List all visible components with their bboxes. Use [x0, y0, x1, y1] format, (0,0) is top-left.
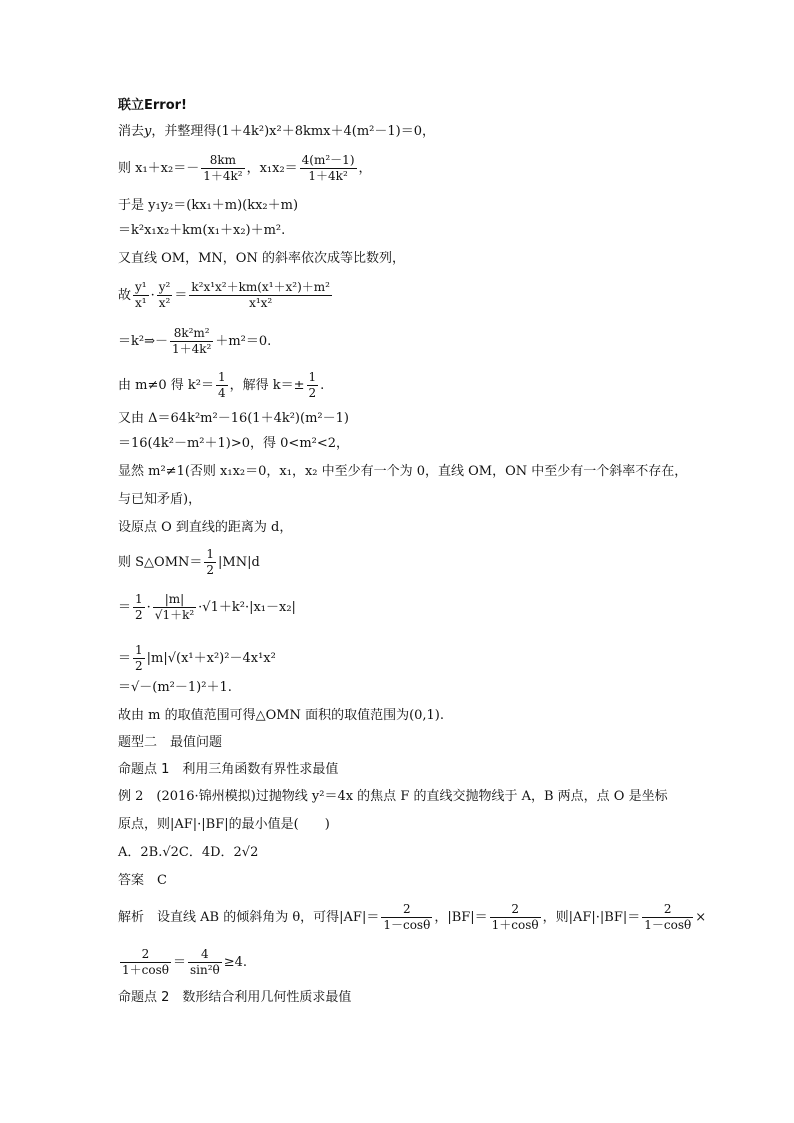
fraction — [381, 902, 432, 933]
text: 于是 y₁y₂＝(kx₁＋m)(kx₂＋m) — [118, 198, 299, 213]
line-m-not-one — [118, 464, 687, 480]
text: . — [320, 378, 325, 393]
numerator: 1 — [135, 592, 143, 606]
denominator: 1＋4k² — [203, 169, 243, 183]
error-text: 联立Error! — [118, 98, 187, 113]
subsection-heading-1 — [118, 762, 338, 778]
fraction — [189, 280, 332, 311]
numerator: 8km — [209, 153, 237, 167]
text: 又直线 OM，MN，ON 的斜率依次成等比数列， — [118, 251, 405, 266]
denominator: x¹ — [133, 295, 149, 311]
numerator: y² — [158, 280, 171, 294]
line-geometric-seq — [118, 251, 405, 267]
solution-line-1 — [118, 902, 706, 933]
text: 由 m≠0 得 k²＝ — [118, 378, 214, 393]
fraction — [133, 280, 149, 311]
denominator: 1＋cosθ — [122, 963, 169, 977]
text: 故 — [118, 288, 132, 303]
line-area-expand — [118, 592, 296, 623]
text: |m|√(x¹＋x²)²－4x¹x² — [146, 651, 276, 666]
fraction — [307, 370, 319, 401]
numerator: y¹ — [135, 280, 147, 294]
text: ，并整理得(1＋4k²)x²＋8kmx＋4(m²－1)＝0， — [151, 124, 435, 139]
numerator: 4 — [201, 947, 209, 961]
denominator: 1－cosθ — [644, 918, 692, 932]
fraction — [216, 370, 228, 401]
denominator: 1＋4k² — [300, 168, 357, 184]
subsection-heading-2 — [118, 990, 351, 1006]
text: 故由 m 的取值范围可得△OMN 面积的取值范围为(0,1). — [118, 708, 445, 723]
numerator: k²x¹x²＋km(x¹＋x²)＋m² — [191, 280, 330, 294]
numerator: 2 — [141, 947, 150, 961]
denominator: √1＋k² — [154, 608, 195, 622]
numerator: 2 — [511, 902, 519, 916]
text: · — [146, 600, 151, 615]
text: ＝ — [174, 288, 188, 303]
line-system-error — [118, 98, 187, 114]
fraction — [300, 153, 357, 184]
line-m-range — [118, 436, 349, 452]
text: 消去 — [118, 124, 145, 139]
var-y: y — [144, 124, 152, 139]
line-slope-product — [118, 280, 334, 311]
example-2-line-2 — [118, 817, 330, 833]
text: 又由 Δ＝64k²m²－16(1＋4k²)(m²－1) — [118, 411, 349, 426]
example-2-line-1 — [118, 789, 668, 805]
denominator: 2 — [206, 563, 215, 577]
text: ，|BF|＝ — [434, 910, 488, 925]
denominator: 1＋4k² — [171, 342, 212, 356]
text: ＝ — [172, 955, 186, 970]
fraction — [133, 643, 145, 674]
text: ＝k²⇒－ — [118, 334, 168, 349]
denominator: 2 — [135, 659, 143, 673]
line-k-squared — [118, 326, 271, 357]
example-2-options — [118, 845, 258, 861]
line-contradiction — [118, 492, 201, 508]
denominator: 2 — [308, 386, 317, 400]
text: × — [695, 910, 707, 925]
section-heading — [118, 735, 222, 751]
numerator: 1 — [217, 370, 226, 384]
fraction — [490, 902, 541, 933]
text: ≥4. — [223, 955, 248, 970]
text: ，x₁x₂＝ — [246, 161, 298, 176]
line-area-result — [118, 680, 232, 696]
numerator: 1 — [206, 547, 215, 561]
denominator: 1＋cosθ — [491, 918, 539, 932]
text: ＝ — [118, 600, 132, 615]
text: ， — [358, 161, 372, 176]
numerator: 1 — [135, 643, 143, 657]
text: 命题点 2 数形结合利用几何性质求最值 — [118, 990, 352, 1005]
numerator: 2 — [663, 902, 672, 916]
text: ，解得 k＝± — [229, 378, 305, 393]
denominator: 1－cosθ — [383, 918, 431, 932]
text: ＝16(4k²－m²＋1)>0，得 0<m²<2， — [118, 436, 350, 451]
fraction — [153, 592, 196, 623]
denominator: x² — [157, 295, 173, 311]
fraction — [642, 902, 693, 933]
fraction — [204, 547, 216, 578]
denominator: 2 — [135, 608, 143, 622]
denominator: 4 — [217, 386, 226, 400]
numerator: 1 — [308, 370, 317, 384]
text: ＝k²x₁x₂＋km(x₁＋x₂)＋m². — [118, 223, 286, 238]
text: ·√1＋k²·|x₁－x₂| — [198, 600, 296, 615]
text: 则 x₁＋x₂＝－ — [118, 161, 200, 176]
text: 题型二 最值问题 — [118, 735, 223, 750]
denominator: sin²θ — [189, 963, 220, 977]
numerator: 8k²m² — [173, 326, 210, 340]
text: A．2B.√2C．4D．2√2 — [118, 845, 259, 860]
solution-line-2 — [118, 947, 247, 978]
text: · — [150, 288, 155, 303]
line-eliminate-y — [118, 124, 435, 140]
text: 命题点 1 利用三角函数有界性求最值 — [118, 762, 339, 777]
fraction — [120, 947, 171, 978]
text: 则 S△OMN＝ — [118, 555, 203, 570]
text: 显然 m²≠1(否则 x₁x₂＝0，x₁，x₂ 中至少有一个为 0，直线 OM，ON 中至少有一个斜率不存在， — [118, 464, 688, 479]
text: ＝ — [118, 651, 132, 666]
answer-line — [118, 873, 167, 889]
fraction — [201, 153, 244, 184]
text: ＋m²＝0. — [215, 334, 272, 349]
text: 与已知矛盾)， — [118, 492, 202, 507]
text: 设原点 O 到直线的距离为 d， — [118, 520, 293, 535]
text: ＝√－(m²－1)²＋1. — [118, 680, 232, 695]
fraction — [157, 280, 173, 311]
line-area-sqrt — [118, 643, 276, 674]
text: 答案 C — [118, 873, 167, 888]
line-solve-k — [118, 370, 324, 401]
text: 例 2 (2016·锦州模拟)过抛物线 y²＝4x 的焦点 F 的直线交抛物线于 A，B 两点，点 O 是坐标 — [118, 789, 668, 804]
numerator: 2 — [403, 902, 411, 916]
line-distance-d — [118, 520, 292, 536]
line-area-formula — [118, 547, 260, 578]
line-discriminant — [118, 411, 349, 427]
line-y1y2 — [118, 198, 298, 214]
denominator: x¹x² — [189, 295, 332, 311]
text: |MN|d — [218, 555, 260, 570]
line-expand — [118, 223, 285, 239]
numerator: 4(m²－1) — [301, 153, 355, 167]
line-area-range — [118, 708, 444, 724]
fraction — [170, 326, 213, 357]
line-vieta — [118, 153, 372, 184]
text: 原点，则|AF|·|BF|的最小值是( ) — [118, 817, 330, 832]
fraction — [188, 947, 222, 978]
text: 解析 设直线 AB 的倾斜角为 θ，可得|AF|＝ — [118, 910, 380, 925]
fraction — [133, 592, 145, 623]
text: ，则|AF|·|BF|＝ — [542, 910, 641, 925]
numerator: |m| — [164, 592, 185, 606]
